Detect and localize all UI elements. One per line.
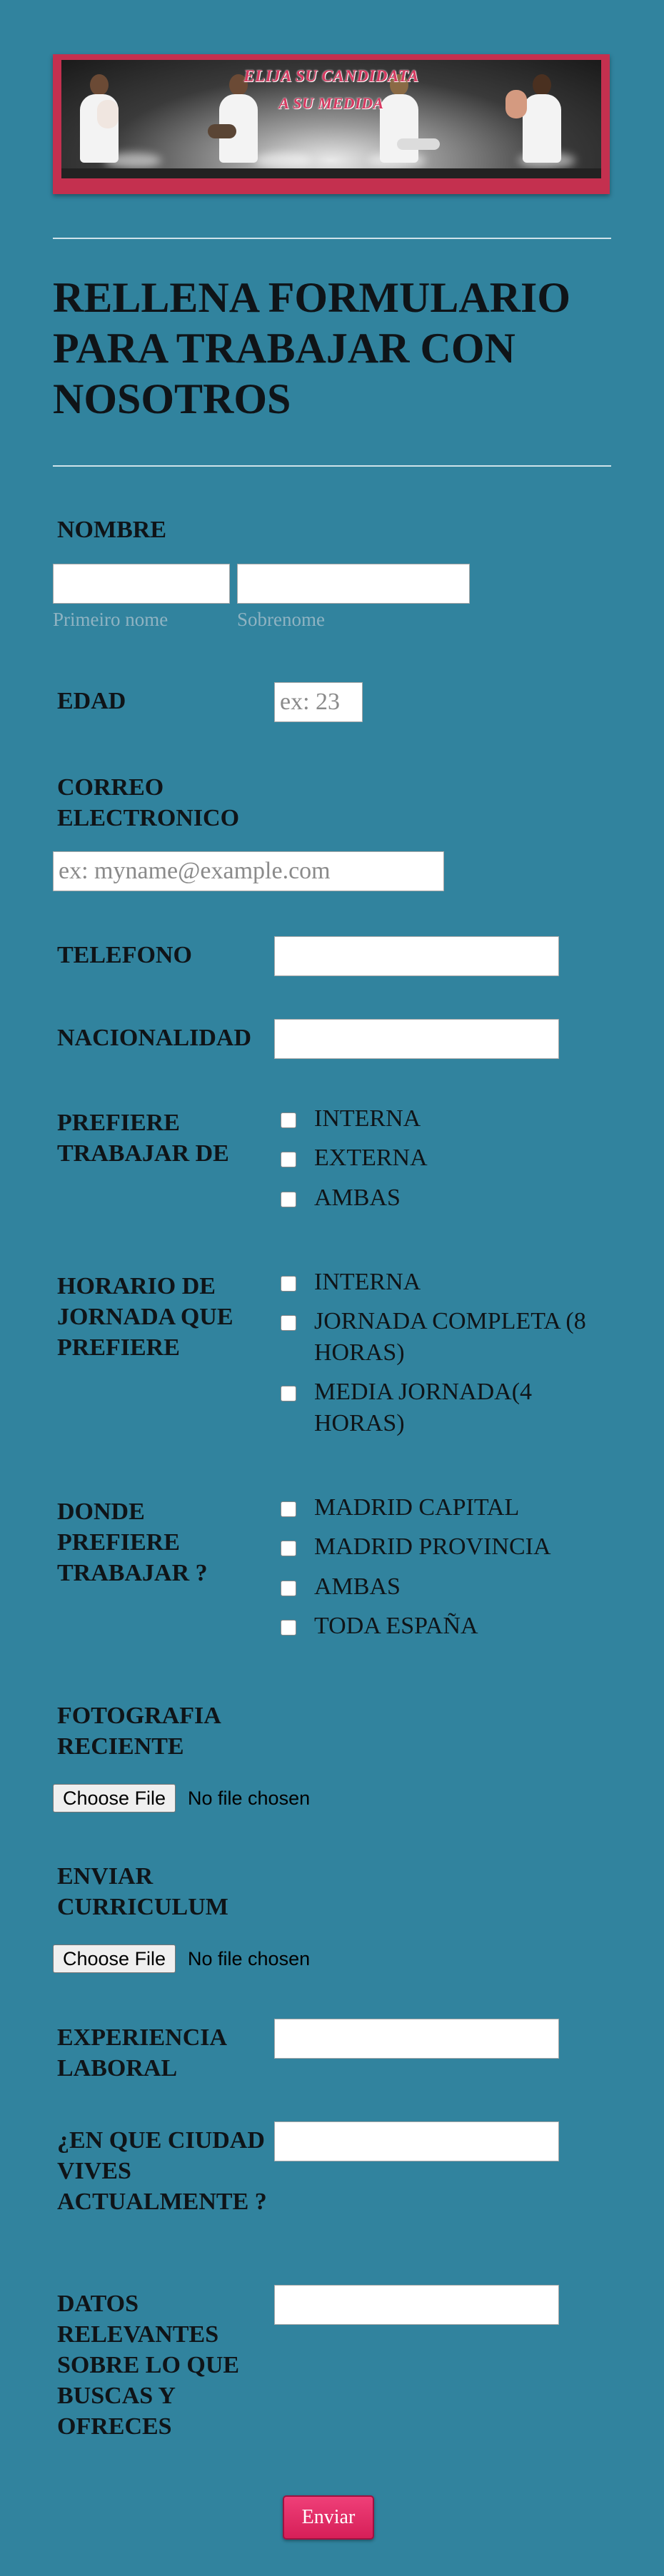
checkbox-madrid-capital[interactable]: [281, 1501, 296, 1517]
city-input[interactable]: [274, 2121, 559, 2161]
nurse-figure: [76, 74, 121, 167]
option-externa-label: EXTERNA: [314, 1145, 428, 1171]
option-interna-label: INTERNA: [314, 1105, 421, 1132]
email-input[interactable]: ex: myname@example.com: [53, 851, 444, 891]
banner-stage: [61, 168, 601, 178]
checkbox-donde-ambas[interactable]: [281, 1581, 296, 1596]
horario-label: HORARIO DE JORNADA QUE PREFIERE: [57, 1273, 233, 1361]
experience-input[interactable]: [274, 2019, 559, 2059]
checkbox-externa[interactable]: [281, 1152, 296, 1167]
header-banner: [53, 54, 610, 194]
option-media-jornada-label: MEDIA JORNADA(4 HORAS): [314, 1379, 533, 1436]
age-input[interactable]: ex: 23: [274, 682, 363, 722]
option-ambas-label: AMBAS: [314, 1185, 401, 1211]
edad-label: EDAD: [57, 688, 126, 714]
experiencia-label: EXPERIENCIA LABORAL: [57, 2024, 226, 2081]
cv-file-status: No file chosen: [188, 1948, 311, 1969]
nombre-label: NOMBRE: [57, 517, 166, 543]
first-name-sublabel: Primeiro nome: [53, 609, 168, 630]
checkbox-ambas[interactable]: [281, 1192, 296, 1207]
option-madrid-capital-label: MADRID CAPITAL: [314, 1494, 520, 1521]
photo-file-status: No file chosen: [188, 1788, 311, 1809]
divider: [53, 465, 611, 467]
first-name-input[interactable]: [53, 564, 230, 604]
telefono-label: TELEFONO: [57, 942, 192, 968]
nurse-figure: [215, 74, 261, 167]
divider: [53, 238, 611, 239]
nationality-input[interactable]: [274, 1019, 559, 1059]
banner-title: ELIJA SU CANDIDATA: [243, 67, 419, 85]
option-madrid-provincia-label: MADRID PROVINCIA: [314, 1533, 551, 1560]
relevant-data-input[interactable]: [274, 2285, 559, 2325]
photo-choose-file-button[interactable]: Choose File: [53, 1784, 176, 1812]
stage-light: [254, 153, 311, 168]
fotografia-label: FOTOGRAFIA RECIENTE: [57, 1703, 220, 1760]
banner-image: [61, 60, 601, 178]
nacionalidad-label: NACIONALIDAD: [57, 1025, 252, 1051]
cv-choose-file-button[interactable]: Choose File: [53, 1944, 176, 1973]
correo-label: CORREO ELECTRONICO: [57, 774, 240, 831]
option-jornada-completa-label: JORNADA COMPLETA (8 HORAS): [314, 1308, 586, 1366]
last-name-sublabel: Sobrenome: [237, 609, 325, 630]
phone-input[interactable]: [274, 936, 559, 976]
form-title: RELLENA FORMULARIO PARA TRABAJAR CON NOSOTROS: [53, 274, 571, 422]
checkbox-toda-espana[interactable]: [281, 1620, 296, 1636]
last-name-input[interactable]: [237, 564, 470, 604]
option-horario-interna-label: INTERNA: [314, 1269, 421, 1295]
donde-label: DONDE PREFIERE TRABAJAR ?: [57, 1499, 208, 1586]
datos-label: DATOS RELEVANTES SOBRE LO QUE BUSCAS Y OFRECES: [57, 2291, 240, 2440]
checkbox-media-jornada[interactable]: [281, 1386, 296, 1401]
checkbox-horario-interna[interactable]: [281, 1276, 296, 1292]
curriculum-label: ENVIAR CURRICULUM: [57, 1863, 228, 1920]
submit-button[interactable]: Enviar: [283, 2495, 374, 2540]
checkbox-interna[interactable]: [281, 1112, 296, 1128]
ciudad-label: ¿EN QUE CIUDAD VIVES ACTUALMENTE ?: [57, 2127, 267, 2215]
checkbox-madrid-provincia[interactable]: [281, 1541, 296, 1556]
nurse-figure: [376, 74, 421, 167]
option-toda-espana-label: TODA ESPAÑA: [314, 1613, 478, 1639]
nurse-figure: [518, 74, 564, 167]
banner-subtitle: A SU MEDIDA: [278, 94, 384, 112]
option-donde-ambas-label: AMBAS: [314, 1573, 401, 1600]
checkbox-jornada-completa[interactable]: [281, 1315, 296, 1331]
prefiere-trabajar-label: PREFIERE TRABAJAR DE: [57, 1110, 229, 1167]
